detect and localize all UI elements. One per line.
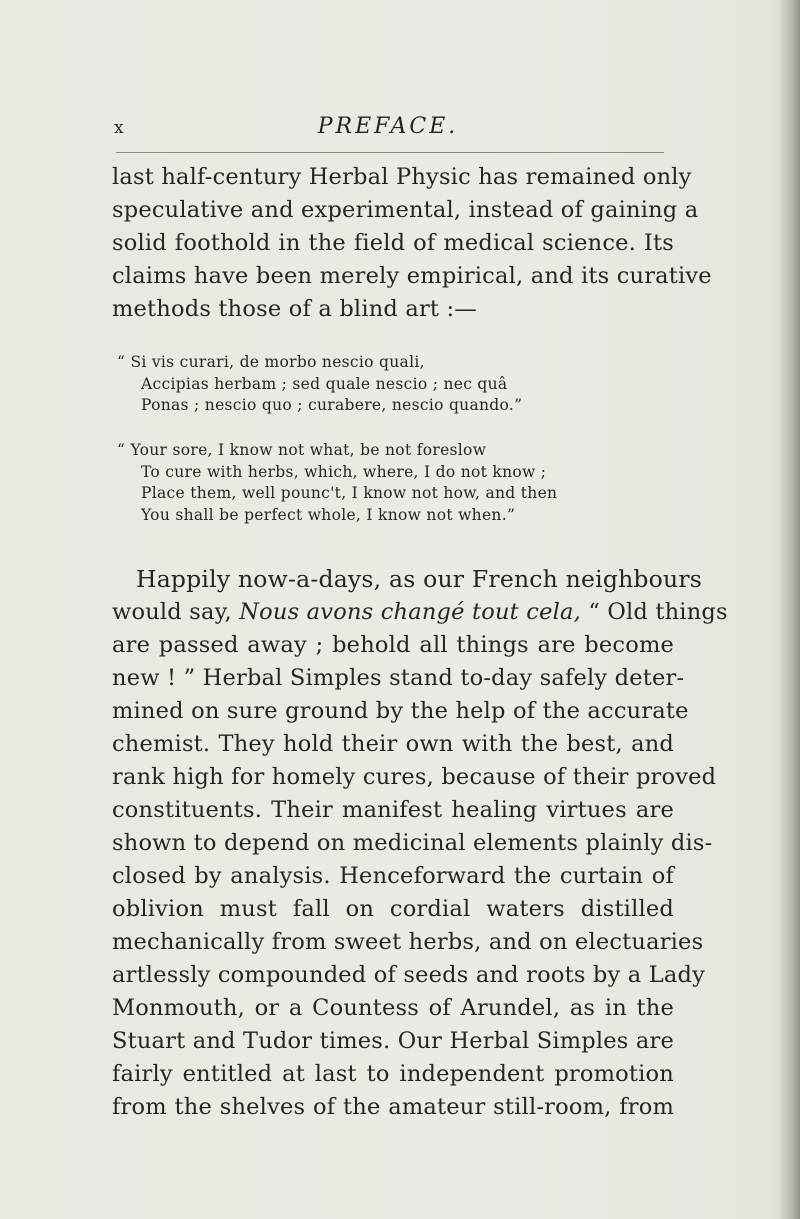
- page-header: [108, 114, 668, 148]
- verse-line: Accipias herbam ; sed quale nescio ; nec quâ: [141, 374, 508, 393]
- text-line: shown to depend on medicinal elements plainly dis-: [112, 830, 713, 856]
- text-line: chemist. They hold their own with the best, and: [112, 731, 674, 757]
- text-line: closed by analysis. Henceforward the curtain of: [112, 863, 674, 889]
- text-line: methods those of a blind art :—: [112, 296, 478, 322]
- text-line: fairly entitled at last to independent promotion: [112, 1061, 674, 1087]
- verse-line: Place them, well pounc't, I know not how, and then: [141, 484, 558, 502]
- text-line: speculative and experimental, instead of gaining a: [112, 197, 699, 223]
- verse-line: Ponas ; nescio quo ; curabere, nescio quando.”: [141, 396, 523, 414]
- text-line: solid foothold in the field of medical science. Its: [112, 230, 674, 256]
- text-line: from the shelves of the amateur still-room, from: [112, 1094, 674, 1120]
- page-edge-shadow: [778, 0, 800, 1219]
- running-head: PREFACE.: [317, 114, 459, 139]
- verse-line: You shall be perfect whole, I know not when.”: [141, 505, 516, 524]
- text-line: are passed away ; behold all things are become: [112, 632, 674, 658]
- text-line: Monmouth, or a Countess of Arundel, as in the: [112, 995, 674, 1021]
- page-number: x: [114, 118, 125, 138]
- text-line: artlessly compounded of seeds and roots by a Lady: [112, 962, 706, 988]
- text-line: rank high for homely cures, because of their proved: [112, 764, 717, 790]
- verse-line: “ Si vis curari, de morbo nescio quali,: [117, 353, 425, 371]
- paragraph-1: [112, 161, 712, 326]
- text-run: would say,: [112, 599, 240, 625]
- text-line: new ! ” Herbal Simples stand to-day safely deter-: [112, 665, 685, 691]
- text-line: constituents. Their manifest healing virtues are: [112, 797, 674, 823]
- header-rule: [116, 152, 664, 153]
- verse-line: To cure with herbs, which, where, I do not know ;: [141, 462, 547, 481]
- verse-line: “ Your sore, I know not what, be not foreslow: [117, 441, 487, 459]
- text-line: mined on sure ground by the help of the accurate: [112, 698, 689, 724]
- text-line: claims have been merely empirical, and its curative: [112, 263, 712, 289]
- french-quote: Nous avons changé tout cela,: [239, 599, 581, 625]
- english-verse: [117, 440, 557, 526]
- text-line: oblivion must fall on cordial waters distilled: [112, 896, 674, 922]
- latin-verse: [117, 352, 522, 417]
- text-line: [112, 596, 728, 629]
- text-line: mechanically from sweet herbs, and on electuaries: [112, 929, 704, 955]
- text-line: Happily now-a-days, as our French neighbours: [136, 565, 703, 593]
- text-run: “ Old things: [580, 599, 728, 625]
- text-line: Stuart and Tudor times. Our Herbal Simples are: [112, 1028, 674, 1054]
- paragraph-2: [112, 563, 728, 1124]
- text-line: last half-century Herbal Physic has remained only: [112, 164, 692, 190]
